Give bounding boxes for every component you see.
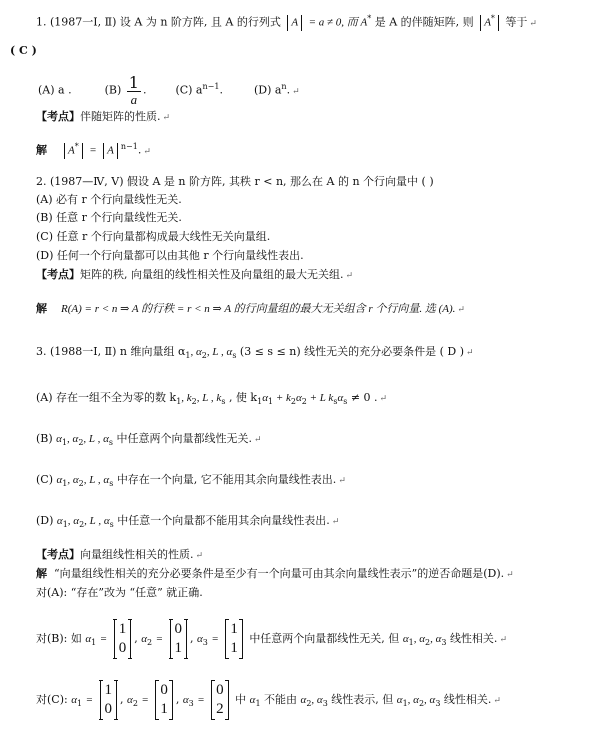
q1-options: (A) a . (B) $\frac{1}{a}$ . (C) $a^{n-1}$. (D) $a^n$. ↵: [38, 73, 300, 107]
q1-answer: ( C ): [10, 44, 37, 57]
q1-solution: 解 A* = A $^{n-1}$. ↵: [36, 142, 151, 157]
q2-opt-b: (B) 任意 r 个行向量线性无关.: [36, 211, 182, 224]
q1-opt-b-frac: $\frac{1}{a}$: [128, 73, 139, 107]
q1-opt-d: (D) a: [253, 83, 282, 97]
q2-kaodian: 【考点】矩阵的秩, 向量组的线性相关性及向量组的最大无关组. ↵: [36, 268, 354, 281]
matrix-b3: 1 1: [225, 619, 243, 659]
q2-stem: 2. (1987—Ⅳ, Ⅴ) 假设 A 是 n 阶方阵, 其秩 r < n, 那么在 A 的 n 个行向量中 ( ): [36, 175, 434, 188]
q1-tail: 等于: [505, 15, 528, 29]
q1-det: A: [291, 16, 299, 29]
q2-opt-c: (C) 任意 r 个行向量都构成最大线性无关向量组.: [36, 230, 271, 243]
q3-sol1: 解 “向量组线性相关的充分必要条件是至少有一个向量可由其余向量线性表示”的逆否命题是(D). ↵: [36, 567, 514, 580]
q1-eq-rest: = a ≠ 0, 而 A: [308, 16, 368, 29]
q3-opt-d: (D) $\alpha_1$, $\alpha_2$, L , $\alpha_s$ 中任意一个向量都不能用其余向量线性表出. ↵: [36, 514, 340, 530]
q3-opt-a: (A) 存在一组不全为零的数 $k_1$, $k_2$, L , $k_s$ , 使 $k_1\alpha_1 + k_2\alpha_2 + L$ $k_s\alpha_s \ne 0$ . ↵: [36, 391, 388, 407]
q1-opt-c: (C) a: [175, 83, 203, 97]
matrix-c3: 0 2: [211, 680, 229, 720]
q3-stem: 3. (1988一Ⅰ, Ⅱ) n 维向量组 $\alpha_1$, $\alpha_2$, L , $\alpha_s$ (3 ≤ s ≤ n) 线性无关的充分必要条件是 ( D ) ↵: [36, 345, 474, 361]
q2-opt-a: (A) 必有 r 个行向量线性无关.: [36, 193, 182, 206]
matrix-c2: 0 1: [155, 680, 173, 720]
q3-opt-c: (C) $\alpha_1$, $\alpha_2$, L , $\alpha_s$ 中存在一个向量, 它不能用其余向量线性表出. ↵: [36, 473, 346, 489]
q1-opt-a: (A) a .: [38, 83, 72, 97]
q1-opt-b-label: (B): [104, 83, 122, 97]
q2-solution: 解 R(A) = r < n ⇒ A 的行秩 = r < n ⇒ A 的行向量组的最大无关组含 r 个行向量. 选 (A). ↵: [36, 302, 465, 315]
matrix-c1: 1 0: [100, 680, 118, 720]
q3-kaodian: 【考点】向量组线性相关的性质. ↵: [36, 548, 204, 561]
q1-line1: 1. (1987一Ⅰ, Ⅱ) 设 A 为 n 阶方阵, 且 A 的行列式: [36, 15, 281, 29]
matrix-b2: 0 1: [170, 619, 188, 659]
q2-opt-d: (D) 任何一个行向量都可以由其他 r 个行向量线性表出.: [36, 249, 304, 262]
q3-sol2: 对(A): “存在”改为 “任意” 就正确.: [36, 586, 203, 599]
q1-adj-text: 是 A 的伴随矩阵, 则: [374, 15, 474, 29]
matrix-b1: 1 0: [114, 619, 132, 659]
q3-sol-c: 对(C): $\alpha_1$ = 1 0 , $\alpha_2$ = 0 1 , $\alpha_3$ = 0 2 中 $\alpha_1$ 不能由 $\alpha_2$, $\alpha_3$ 线性表示, 但 $\alpha_1$, $\alpha_2$, $\alpha_3$ 线性相关. ↵: [36, 678, 501, 726]
q1-stem: 1. (1987一Ⅰ, Ⅱ) 设 A 为 n 阶方阵, 且 A 的行列式 A = a ≠ 0, 而 A* 是 A 的伴随矩阵, 则 A* 等于 ↵: [36, 14, 537, 29]
q3-opt-b: (B) $\alpha_1$, $\alpha_2$, L , $\alpha_s$ 中任意两个向量都线性无关. ↵: [36, 432, 262, 448]
q1-kaodian: 【考点】伴随矩阵的性质. ↵: [36, 110, 171, 123]
q3-sol-b: 对(B): 如 $\alpha_1$ = 1 0 , $\alpha_2$ = 0 1 , $\alpha_3$ = 1 1 中任意两个向量都线性无关, 但 $\alpha_1$, $\alpha_2$, $\alpha_3$ 线性相关. ↵: [36, 617, 507, 665]
